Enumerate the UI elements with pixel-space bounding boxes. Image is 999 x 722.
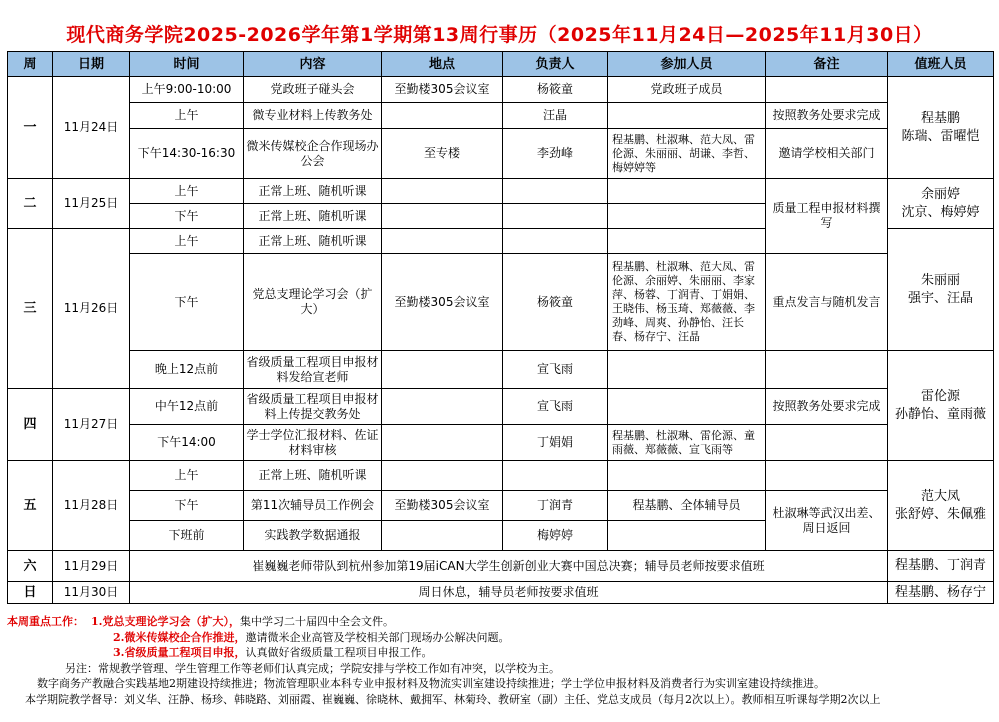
table-row	[8, 179, 994, 204]
participants-cell: 程基鹏、全体辅导员	[608, 491, 766, 521]
time-cell: 上午	[130, 179, 244, 204]
place-cell: 至勤楼305会议室	[382, 77, 503, 103]
remarks-cell	[766, 461, 888, 491]
time-cell: 下午	[130, 204, 244, 229]
header-row	[8, 52, 994, 77]
time-cell: 下午14:30-16:30	[130, 129, 244, 179]
header-leader: 负责人	[503, 52, 608, 77]
participants-cell: 党政班子成员	[608, 77, 766, 103]
day-cell: 二	[8, 179, 53, 229]
table-row	[8, 129, 994, 179]
content-cell: 省级质量工程项目申报材料上传提交教务处	[244, 389, 382, 425]
leader-cell: 丁润青	[503, 491, 608, 521]
leader-cell	[503, 229, 608, 254]
date-cell: 11月27日	[53, 389, 130, 461]
place-cell	[382, 389, 503, 425]
notes-label: 本周重点工作：	[7, 615, 84, 628]
place-cell	[382, 351, 503, 389]
participants-cell	[608, 351, 766, 389]
key-work-3: 3.省级质量工程项目申报，	[113, 646, 246, 659]
time-cell: 下班前	[130, 521, 244, 551]
remarks-cell: 邀请学校相关部门	[766, 129, 888, 179]
table-row	[8, 461, 994, 491]
day-cell: 三	[8, 229, 53, 389]
time-cell: 中午12点前	[130, 389, 244, 425]
content-cell: 正常上班、随机听课	[244, 229, 382, 254]
date-cell: 11月24日	[53, 77, 130, 179]
table-row	[8, 77, 994, 103]
place-cell	[382, 103, 503, 129]
time-cell: 晚上12点前	[130, 351, 244, 389]
participants-cell	[608, 389, 766, 425]
participants-cell	[608, 461, 766, 491]
notes-line	[7, 614, 987, 630]
remarks-cell	[766, 351, 888, 389]
place-cell	[382, 229, 503, 254]
key-work-1-detail: 集中学习二十届四中全会文件。	[239, 615, 394, 628]
notes-line	[7, 645, 987, 661]
header-date: 日期	[53, 52, 130, 77]
content-cell: 正常上班、随机听课	[244, 179, 382, 204]
participants-cell	[608, 229, 766, 254]
place-cell	[382, 461, 503, 491]
remarks-cell: 杜淑琳等武汉出差、周日返回	[766, 491, 888, 551]
participants-cell	[608, 204, 766, 229]
leader-cell: 汪晶	[503, 103, 608, 129]
content-cell: 第11次辅导员工作例会	[244, 491, 382, 521]
key-work-3-detail: 认真做好省级质量工程项目申报工作。	[245, 646, 433, 659]
content-cell: 党总支理论学习会（扩大）	[244, 254, 382, 351]
participants-cell	[608, 179, 766, 204]
notes-section	[7, 614, 987, 720]
page-title: 现代商务学院2025-2026学年第1学期第13周行事历（2025年11月24日—2025年11月30日）	[66, 24, 933, 46]
place-cell	[382, 425, 503, 461]
participants-cell: 程基鹏、杜淑琳、范大凤、雷伦源、余丽婷、朱丽丽、李家萍、杨蓉、丁润青、丁娟娟、王晓伟、杨玉琦、郑薇薇、李劲峰、周爽、孙静怡、汪长春、杨存宁、汪晶	[608, 254, 766, 351]
remarks-cell: 重点发言与随机发言	[766, 254, 888, 351]
place-cell: 至专楼	[382, 129, 503, 179]
content-cell: 周日休息，辅导员老师按要求值班	[130, 582, 888, 604]
leader-cell: 梅婷婷	[503, 521, 608, 551]
remarks-cell	[766, 425, 888, 461]
leader-cell: 杨筱童	[503, 77, 608, 103]
place-cell	[382, 521, 503, 551]
duty-cell: 余丽婷 沈京、梅婷婷	[888, 179, 994, 229]
duty-cell: 程基鹏 陈瑞、雷曜恺	[888, 77, 994, 179]
schedule-table	[7, 51, 994, 604]
content-cell: 学士学位汇报材料、佐证材料审核	[244, 425, 382, 461]
place-cell	[382, 179, 503, 204]
remarks-cell: 按照教务处要求完成	[766, 103, 888, 129]
leader-cell	[503, 461, 608, 491]
table-row	[8, 254, 994, 351]
table-row	[8, 425, 994, 461]
leader-cell: 杨筱童	[503, 254, 608, 351]
content-cell: 微专业材料上传教务处	[244, 103, 382, 129]
content-cell: 微米传媒校企合作现场办公会	[244, 129, 382, 179]
time-cell: 上午	[130, 229, 244, 254]
table-row	[8, 351, 994, 389]
duty-cell: 范大凤 张舒婷、朱佩雅	[888, 461, 994, 551]
key-work-1: 1.党总支理论学习会（扩大），	[91, 615, 240, 628]
content-cell: 省级质量工程项目申报材料发给宣老师	[244, 351, 382, 389]
remarks-cell	[766, 77, 888, 103]
remarks-cell: 按照教务处要求完成	[766, 389, 888, 425]
date-cell: 11月26日	[53, 229, 130, 389]
leader-cell: 宣飞雨	[503, 389, 608, 425]
remarks-cell: 质量工程申报材料撰写	[766, 179, 888, 254]
header-content: 内容	[244, 52, 382, 77]
day-cell: 六	[8, 551, 53, 582]
duty-cell: 朱丽丽 强宇、汪晶	[888, 229, 994, 351]
time-cell: 上午	[130, 461, 244, 491]
content-cell: 正常上班、随机听课	[244, 461, 382, 491]
duty-cell: 程基鹏、丁润青	[888, 551, 994, 582]
place-cell	[382, 204, 503, 229]
date-cell: 11月29日	[53, 551, 130, 582]
header-duty: 值班人员	[888, 52, 994, 77]
table-row	[8, 103, 994, 129]
time-cell: 上午	[130, 103, 244, 129]
content-cell: 正常上班、随机听课	[244, 204, 382, 229]
duty-cell: 雷伦源 孙静怡、童雨薇	[888, 351, 994, 461]
date-cell: 11月28日	[53, 461, 130, 551]
table-row	[8, 582, 994, 604]
content-cell: 实践教学数据通报	[244, 521, 382, 551]
table-row	[8, 491, 994, 521]
header-remarks: 备注	[766, 52, 888, 77]
day-cell: 四	[8, 389, 53, 461]
time-cell: 下午14:00	[130, 425, 244, 461]
notes-line	[7, 630, 987, 646]
place-cell: 至勤楼305会议室	[382, 491, 503, 521]
place-cell: 至勤楼305会议室	[382, 254, 503, 351]
header-time: 时间	[130, 52, 244, 77]
day-cell: 一	[8, 77, 53, 179]
notes-line: 本学期院教学督导：刘义华、汪静、杨珍、韩晓路、刘丽霞、崔巍巍、徐晓林、戴拥军、林菊玲、教研室（副）主任、党总支成员（每月2次以上）。教师相互听课每学期2次以上	[25, 692, 881, 706]
participants-cell	[608, 521, 766, 551]
participants-cell: 程基鹏、杜淑琳、范大凤、雷伦源、朱丽丽、胡谦、李哲、梅婷婷等	[608, 129, 766, 179]
key-work-2: 2.微米传媒校企合作推进，	[113, 630, 246, 644]
leader-cell	[503, 204, 608, 229]
time-cell: 下午	[130, 254, 244, 351]
time-cell: 下午	[130, 491, 244, 521]
leader-cell	[503, 179, 608, 204]
day-cell: 日	[8, 582, 53, 604]
notes-line: 另注：常规教学管理、学生管理工作等老师们认真完成；学院安排与学校工作如有冲突，以学校为主。	[65, 661, 560, 675]
date-cell: 11月30日	[53, 582, 130, 604]
leader-cell: 宣飞雨	[503, 351, 608, 389]
key-work-2-detail: 邀请微米企业高管及学校相关部门现场办公解决问题。	[245, 630, 510, 644]
time-cell: 上午9:00-10:00	[130, 77, 244, 103]
date-cell: 11月25日	[53, 179, 130, 229]
participants-cell: 程基鹏、杜淑琳、雷伦源、童雨薇、郑薇薇、宣飞雨等	[608, 425, 766, 461]
header-participants: 参加人员	[608, 52, 766, 77]
table-row	[8, 389, 994, 425]
day-cell: 五	[8, 461, 53, 551]
participants-cell	[608, 103, 766, 129]
leader-cell: 李劲峰	[503, 129, 608, 179]
header-place: 地点	[382, 52, 503, 77]
leader-cell: 丁娟娟	[503, 425, 608, 461]
content-cell: 党政班子碰头会	[244, 77, 382, 103]
header-week: 周	[8, 52, 53, 77]
notes-line: 数字商务产教融合实践基地2期建设持续推进；物流管理职业本科专业申报材料及物流实训室建设持续推进；学士学位申报材料及消费者行为实训室建设持续推进。	[37, 677, 825, 690]
content-cell: 崔巍巍老师带队到杭州参加第19届iCAN大学生创新创业大赛中国总决赛；辅导员老师按要求值班	[130, 551, 888, 582]
duty-cell: 程基鹏、杨存宁	[888, 582, 994, 604]
table-row	[8, 551, 994, 582]
